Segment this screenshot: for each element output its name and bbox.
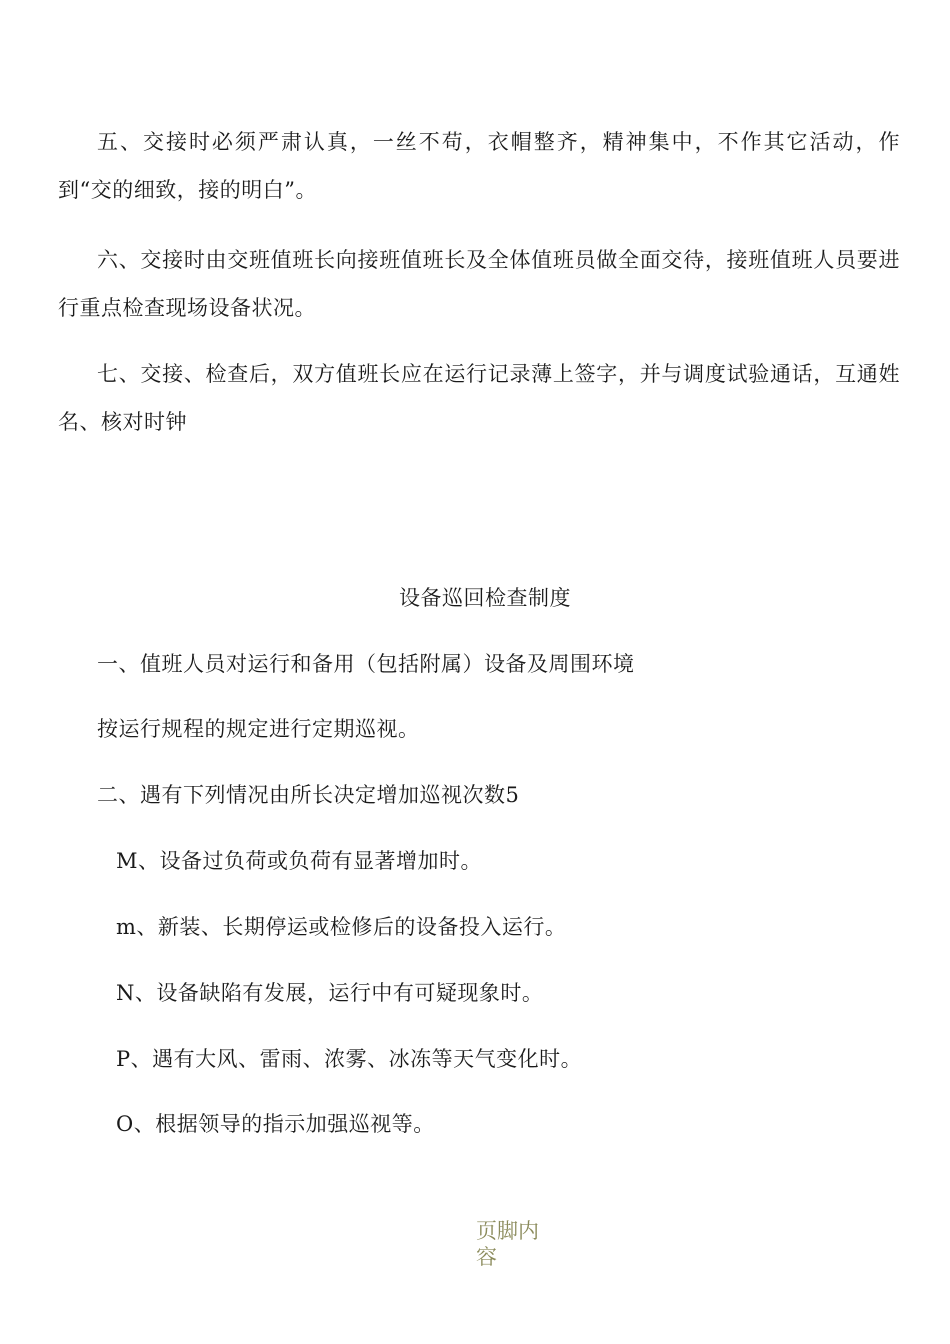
paragraph-6: 六、交接时由交班值班长向接班值班长及全体值班员做全面交待，接班值班人员要进行重点检查现场设备状况。 [58,248,900,320]
list-item: 按运行规程的规定进行定期巡视。 [97,717,420,741]
list-item: M、设备过负荷或负荷有显著增加时。 [116,849,483,873]
list-item: m、新装、长期停运或检修后的设备投入运行。 [116,915,567,939]
list-item: P、遇有大风、雷雨、浓雾、冰冻等天气变化时。 [116,1047,583,1071]
list-item: O、根据领导的指示加强巡视等。 [116,1112,435,1136]
page-footer: 页脚内容 [476,1219,539,1269]
section-title: 设备巡回检查制度 [399,586,571,610]
list-item: N、设备缺陷有发展，运行中有可疑现象时。 [116,981,544,1005]
list-item: 一、值班人员对运行和备用（包括附属）设备及周围环境 [97,652,635,676]
paragraph-5: 五、交接时必须严肃认真，一丝不苟，衣帽整齐，精神集中，不作其它活动，作到“交的细致，接的明白”。 [58,130,900,202]
paragraph-7: 七、交接、检查后，双方值班长应在运行记录薄上签字，并与调度试验通话，互通姓名、核对时钟 [58,362,900,434]
list-item: 二、遇有下列情况由所长决定增加巡视次数5 [97,783,520,807]
